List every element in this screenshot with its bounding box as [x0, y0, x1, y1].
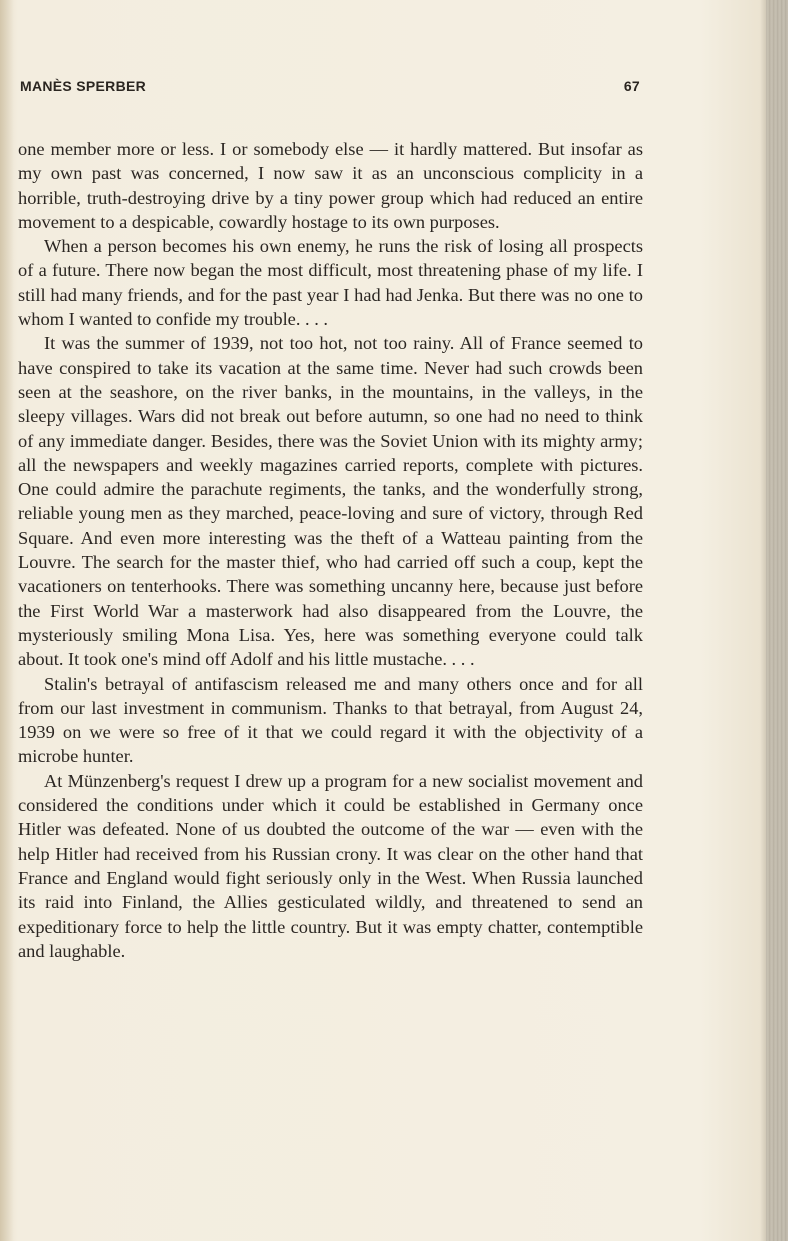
paragraph-4: Stalin's betrayal of antifascism released me and many others once and for all from our last investment in communism. Thanks to that betrayal, from August 24, 1939 on we were so free of it that we could regard it with the objectivity of a microbe hunter. — [18, 673, 643, 767]
running-head-author: MANÈS SPERBER — [20, 78, 147, 94]
paragraph-5: At Münzenberg's request I drew up a program for a new socialist movement and considered the conditions under which it could be established in Germany once Hitler was defeated. None of us doubted the outcome of the war — even with the help Hitler had received from his Russian crony. It was clear on the other hand that France and England would fight seriously only in the West. When Russia launched its raid into Finland, the Allies gesticulated wildly, and threatened to send an expeditionary force to help the little country. But it was empty chatter, contemptible and laughable. — [18, 770, 643, 961]
page-number: 67 — [623, 78, 640, 94]
gutter-shadow — [0, 0, 14, 1241]
running-head — [20, 78, 640, 102]
paragraph-2: When a person becomes his own enemy, he runs the risk of losing all prospects of a future. There now began the most difficult, most threatening phase of my life. I still had many friends, and for the past year I had had Jenka. But there was no one to whom I wanted to confide my trouble. . . . — [18, 236, 643, 330]
page-edge — [766, 0, 788, 1241]
paragraph-3: It was the summer of 1939, not too hot, not too rainy. All of France seemed to have conspired to take its vacation at the same time. Never had such crowds been seen at the seashore, on the river banks, in the mountains, in the valleys, in the sleepy villages. Wars did not break out before autumn, so one had no need to think of any immediate danger. Besides, there was the Soviet Union with its mighty army; all the newspapers and weekly magazines carried reports, complete with pictures. One could admire the parachute regiments, the tanks, and the wonderfully strong, reliable young men as they marched, peace-loving and sure of victory, through Red Square. And even more interesting was the theft of a Watteau painting from the Louvre. The search for the master thief, who had carried off such a coup, kept the vacationers on tenterhooks. There was something uncanny here, because just before the First World War a masterwork had also disappeared from the Louvre, the mysteriously smiling Mona Lisa. Yes, here was something everyone could talk about. It took one's mind off Adolf and his little mustache. . . . — [18, 333, 643, 670]
paragraph-1: one member more or less. I or somebody else — it hardly mattered. But insofar as my own past was concerned, I now saw it as an unconscious complicity in a horrible, truth-destroying drive by a tiny power group which had reduced an entire movement to a despicable, cowardly hostage to its own purposes. — [18, 139, 643, 232]
body-text — [18, 137, 643, 963]
